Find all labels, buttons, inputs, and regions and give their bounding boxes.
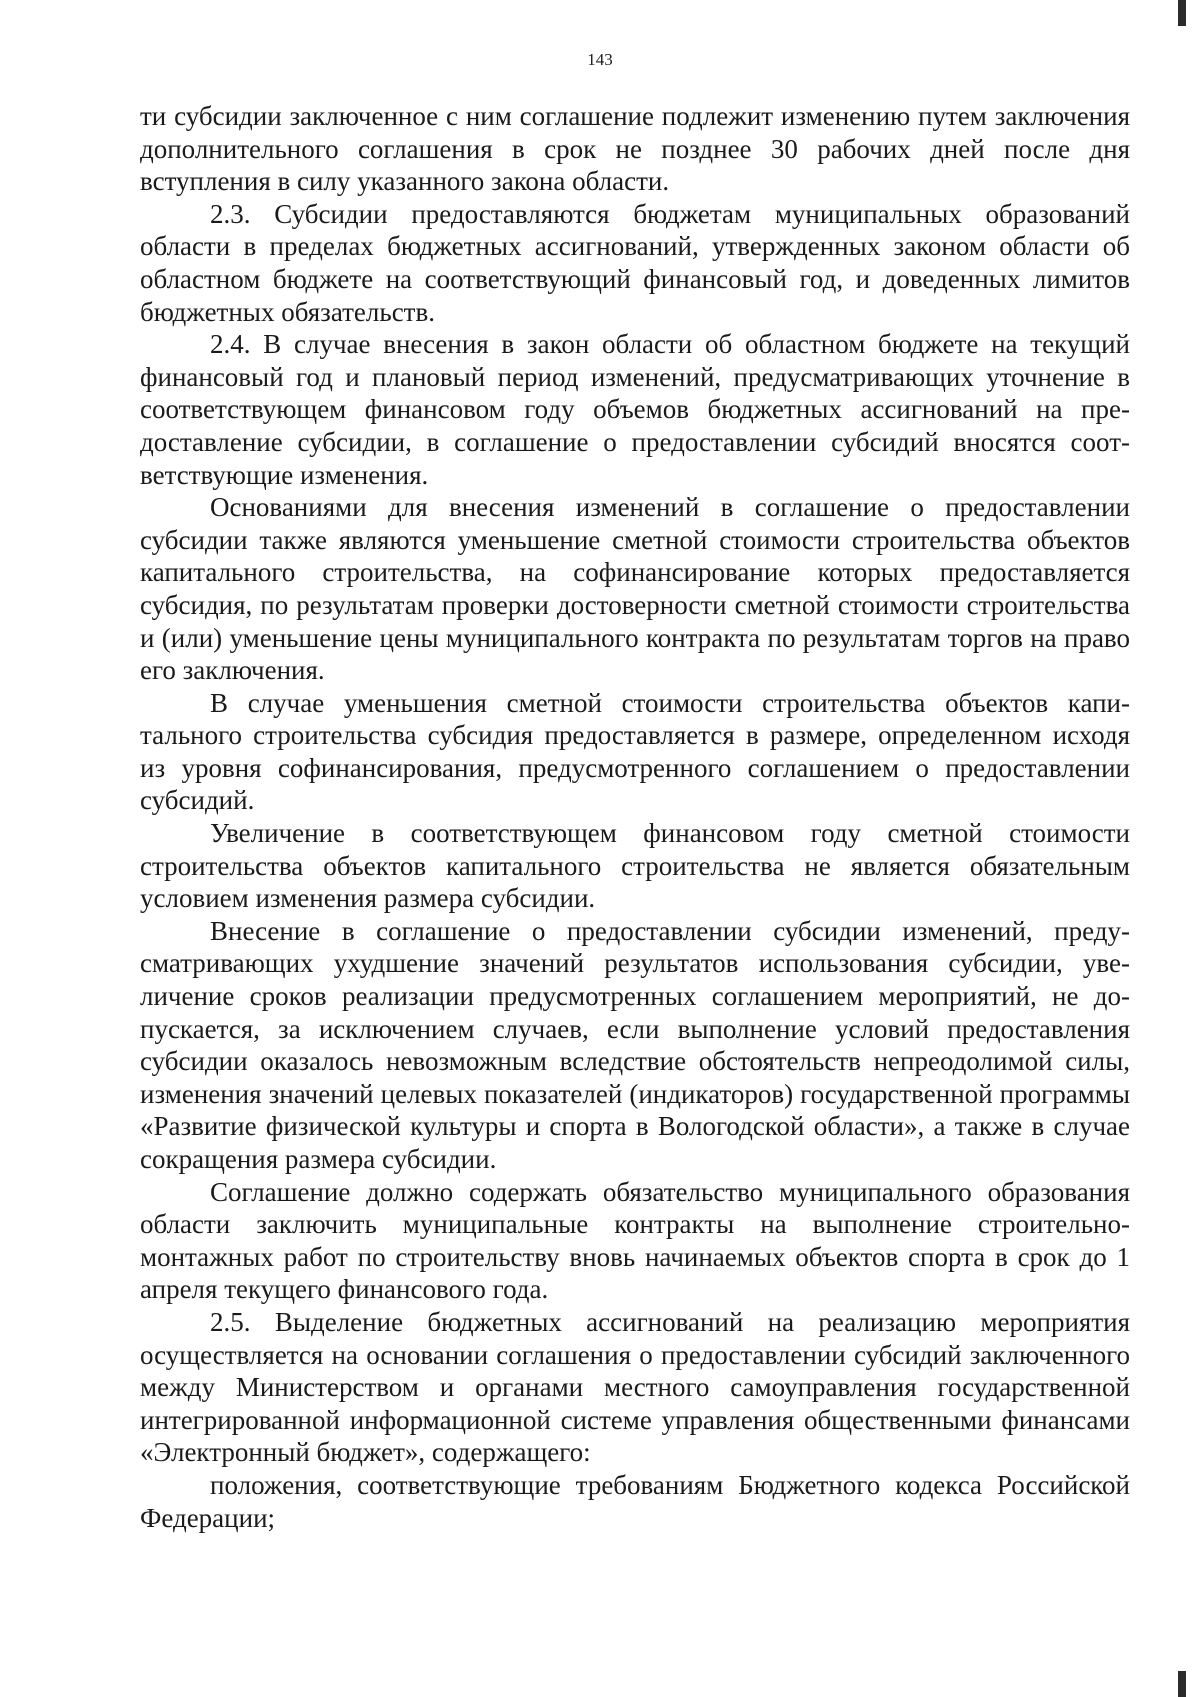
document-body	[140, 100, 1130, 1534]
scan-edge-mark	[1178, 0, 1186, 26]
paragraph: В случае уменьшения сметной стоимости строительства объектов капитального строительства субсидия предоставляется в размере, определенном исходя из уровня софинансирования, предусмотренного соглашением о предоставлении субсидий.	[140, 687, 1130, 816]
paragraph: Увеличение в соответствующем финансовом году сметной стоимости строительства объектов капитального строительства не является обязательным условием изменения размера субсидии.	[140, 818, 1130, 914]
page-number: 143	[587, 50, 613, 69]
paragraph: Основаниями для внесения изменений в соглашение о предоставлении субсидии также являются уменьшение сметной стоимости строительства объектов капитального строительства, на софинансирование которых предоставляется субсидия, по результатам проверки достоверности сметной стоимости строительства и (или) уменьшение цены муниципального контракта по результатам торгов на право его заключения.	[140, 492, 1130, 686]
paragraph: ти субсидии заключенное с ним соглашение подлежит изменению путем заключения дополнительного соглашения в срок не позднее 30 рабочих дней после дня вступления в силу указанного закона области.	[140, 101, 1130, 197]
paragraph-2-5: 2.5. Выделение бюджетных ассигнований на реализацию мероприятия осуществляется на основании соглашения о предоставлении субсидий заключенного между Министерством и органами местного самоуправления государственной интегрированной информационной системе управления общественными финансами «Электронный бюджет», содержащего:	[140, 1306, 1130, 1468]
paragraph: Соглашение должно содержать обязательство муниципального образования области заключить муниципальные контракты на выполнение строительно-монтажных работ по строительству вновь начинаемых объектов спорта в срок до 1 апреля текущего финансового года.	[140, 1176, 1130, 1305]
paragraph: положения, соответствующие требованиям Бюджетного кодекса Российской Федерации;	[140, 1469, 1130, 1533]
paragraph-2-4: 2.4. В случае внесения в закон области об областном бюджете на текущий финансовый год и плановый период изменений, предусматривающих уточнение в соответствующем финансовом году объемов бюджетных ассигнований на предоставление субсидии, в соглашение о предоставлении субсидий вносятся соответствующие изменения.	[140, 329, 1130, 490]
paragraph-2-3: 2.3. Субсидии предоставляются бюджетам муниципальных образований области в пределах бюджетных ассигнований, утвержденных законом области об областном бюджете на соответствующий финансовый год, и доведенных лимитов бюджетных обязательств.	[140, 198, 1130, 327]
scan-edge-mark	[1178, 1671, 1186, 1697]
paragraph: Внесение в соглашение о предоставлении субсидии изменений, предусматривающих ухудшение значений результатов использования субсидии, увеличение сроков реализации предусмотренных соглашением мероприятий, не допускается, за исключением случаев, если выполнение условий предоставления субсидии оказалось невозможным вследствие обстоятельств непреодолимой силы, изменения значений целевых показателей (индикаторов) государственной программы «Развитие физической культуры и спорта в Вологодской области», а также в случае сокращения размера субсидии.	[140, 915, 1130, 1174]
